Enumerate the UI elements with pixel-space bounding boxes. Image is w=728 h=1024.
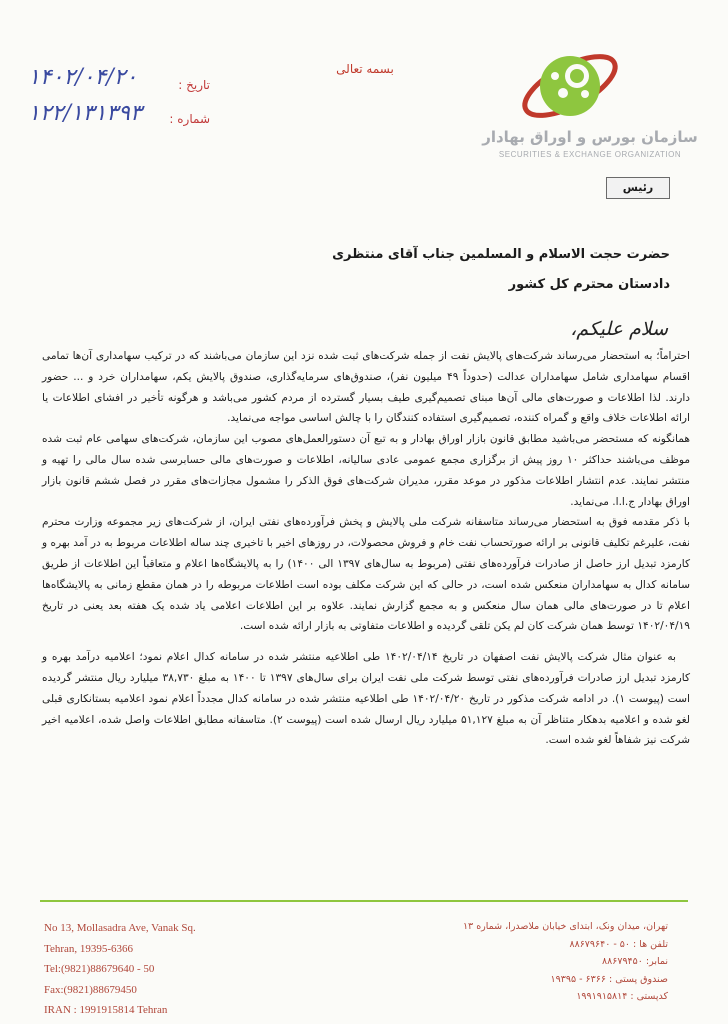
greeting: سلام علیکم، (570, 318, 668, 340)
addressee (110, 240, 670, 300)
recipient-tag: رئیس (606, 177, 670, 199)
footer-en-line: Fax:(9821)88679450 (44, 983, 137, 996)
paragraph-2: همانگونه که مستحضر می‌باشید مطابق قانون بازار اوراق بهادار و به تبع آن دستورالعمل‌های مصوب این سازمان، شرکت‌های سهامی عام ثبت شده موظف می‌باشند حداکثر ۱۰ روز پیش از برگزاری مجمع عمومی عادی سالیانه، اطلاعات و صورت‌های مالی حسابرسی شده سال مالی را تهیه و منتشر نمایند. عدم انتشار اطلاعات مذکور در موعد مقرر، مدیران شرکت‌های فوق الذکر را مشمول مجازات‌های مقرر در فصل ششم قانون بازار اوراق بهادار ج.ا.ا. می‌نماید. (42, 433, 690, 508)
bismillah: بسمه تعالی (336, 62, 394, 76)
footer-fa-line: صندوق پستی : ۶۳۶۶ - ۱۹۳۹۵ (550, 973, 668, 985)
addressee-line-1: حضرت حجت الاسلام و المسلمین جناب آقای منتظری (332, 247, 670, 262)
date-label: تاریخ : (178, 78, 210, 92)
footer-fa-line: کدپستی : ۱۹۹۱۹۱۵۸۱۴ (576, 991, 668, 1002)
footer-en-line: Tel:(9821)88679640 - 50 (44, 963, 155, 975)
date-value: ۱۴۰۲/۰۴/۲۰ (28, 65, 138, 90)
letter-body (42, 346, 690, 751)
footer-en-line: Tehran, 19395-6366 (44, 942, 134, 955)
footer-en-line: IRAN : 1991915814 Tehran (44, 1004, 168, 1016)
sec-exchange-logo-icon (515, 28, 625, 138)
footer-fa-line: تلفن ها : ۵۰ - ۸۸۶۷۹۶۴۰ (569, 938, 668, 950)
footer-address-en (44, 918, 284, 1021)
footer-fa-line: نمابر: ۸۸۶۷۹۴۵۰ (602, 956, 668, 967)
paragraph-1: احتراماً؛ به استحضار می‌رساند شرکت‌های پالایش نفت از جمله شرکت‌های ثبت شده نزد این سازمان می‌باشند که در ترکیب سهامداری آن‌ها تمامی اقسام سهامداری شامل سهامداران عدالت (حدوداً ۴۹ میلیون نفر)، صندوق‌های سرمایه‌گذاری، صندوق پالایش یکم، سهامداران خرد و ... حضور دارند. لذا اطلاعات و صورت‌های مالی آن‌ها مبنای تصمیم‌گیری طیف بسیار گسترده از مردم کشور می‌باشد و هرگونه تأخیر در افشای اطلاعات یا ارائه اطلاعات خلاف واقع و گمراه کننده، تصمیم‌گیری استفاده کنندگان را با چالش اساسی مواجه می‌نماید. (42, 350, 690, 425)
footer-en-line: No 13, Mollasadra Ave, Vanak Sq. (44, 922, 196, 934)
addressee-line-2: دادستان محترم کل کشور (508, 277, 670, 292)
number-label: شماره : (169, 112, 210, 126)
org-name: سازمان بورس و اوراق بهادار (482, 128, 698, 146)
paragraph-3: با ذکر مقدمه فوق به استحضار می‌رساند متاسفانه شرکت ملی پالایش و پخش فرآورده‌های نفتی ایران، از شرکت‌های زیر مجموعه وزارت محترم نفت، علیرغم تکلیف قانونی بر ارائه صورتحساب نفت خام و فروش محصولات، در روزهای اخیر با تاخیری چند ساله اطلاعات مربوط به در آمد بهره و کارمزد تبدیل ارز حاصل از صادرات فرآورده‌های نفتی (مربوط به سال‌های ۱۳۹۷ الی ۱۴۰۰) را به پالایشگاه‌ها اعلام و متعاقباً این اطلاعات از طریق سامانه کدال به سهامداران منعکس شده است، در حالی که این شرکت مکلف بوده است اطلاعات مربوطه را در همان مقطع زمانی به پالایشگاه‌ها اعلام تا در صورت‌های مالی همان سال منعکس و به مجمع گزارش نمایند. علاوه بر این اطلاعات اعلامی یاد شده یک هفته بعد یعنی در تاریخ ۱۴۰۲/۰۴/۱۹ توسط همان شرکت کان لم یکن تلقی گردیده و اطلاعات متفاوتی به بازار ارائه شده است. (42, 516, 690, 633)
number-value: ۱۲۲/۱۳۱۳۹۳ (28, 101, 142, 126)
org-name-en: SECURITIES & EXCHANGE ORGANIZATION (498, 150, 682, 159)
footer-fa-line: تهران، میدان ونک، ابتدای خیابان ملاصدرا، شماره ۱۳ (462, 921, 668, 932)
footer-divider (40, 900, 688, 902)
paragraph-4: به عنوان مثال شرکت پالایش نفت اصفهان در تاریخ ۱۴۰۲/۰۴/۱۴ طی اطلاعیه منتشر شده در سامانه کدال اعلام نمود؛ اعلامیه درآمد بهره و کارمزد تبدیل ارز صادرات فرآورده‌های نفتی توسط شرکت ملی نفت ایران برای سال‌های ۱۳۹۷ تا ۱۴۰۰ به مبلغ ۳۸,۷۳۰ میلیارد ریال منتشر گردیده است (پیوست ۱). در ادامه شرکت مذکور در تاریخ ۱۴۰۲/۰۴/۲۰ طی اطلاعیه منتشر شده در سامانه کدال مجدداً اعلام نمود اعلامیه بستانکاری قبلی لغو شده و اعلامیه بدهکار متناظر آن به مبلغ ۵۱,۱۲۷ میلیارد ریال ارسال شده است (پیوست ۲). متاسفانه مطابق اطلاعات واصل شده، اعلامیه اخیر شرکت نیز شفاهاً لغو شده است. (42, 651, 690, 747)
meta-values (28, 60, 168, 132)
footer-address-fa (408, 918, 668, 1006)
